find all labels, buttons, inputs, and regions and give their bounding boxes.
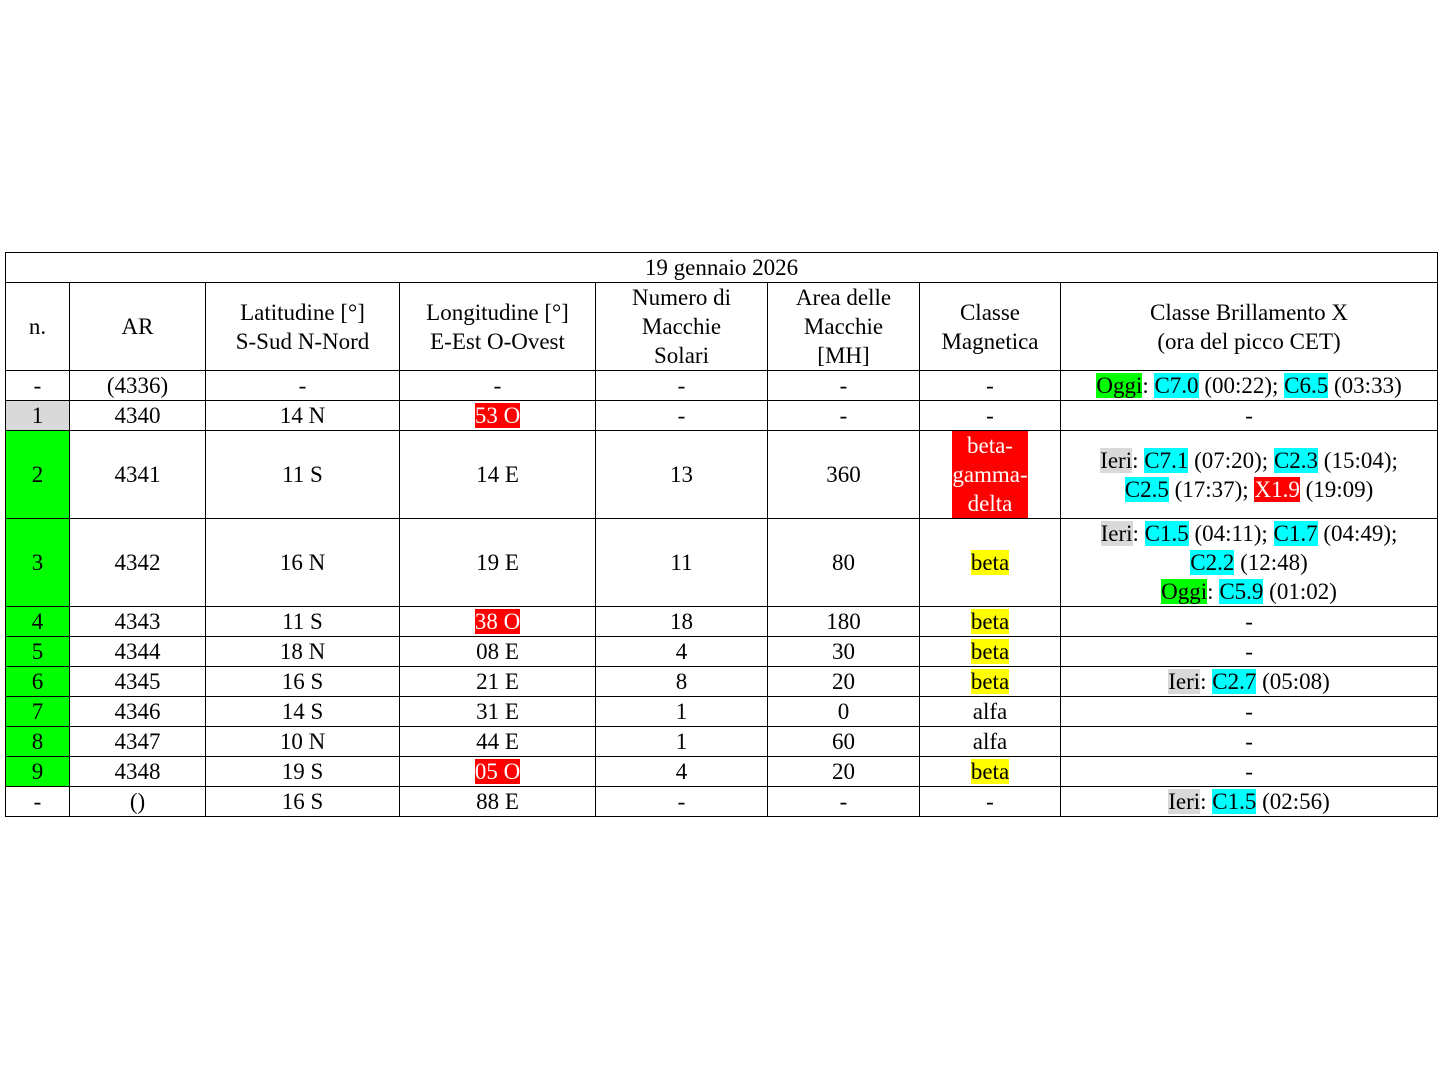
table-row bbox=[6, 401, 1438, 431]
header-sunspot-count-line2: Macchie bbox=[641, 314, 722, 339]
flare-time: (19:09) bbox=[1305, 476, 1374, 502]
cell-longitude: 44 E bbox=[400, 727, 596, 757]
longitude-value: 53 O bbox=[474, 403, 521, 428]
flare-class: C2.7 bbox=[1212, 669, 1257, 694]
table-row bbox=[6, 371, 1438, 401]
cell-longitude: 19 E bbox=[400, 519, 596, 607]
cell-longitude: 21 E bbox=[400, 667, 596, 697]
cell-ar: 4346 bbox=[70, 697, 206, 727]
flare-time: (12:48) bbox=[1240, 550, 1308, 575]
cell-flares: Ieri: C1.5 (04:11); C1.7 (04:49); C2.2 (12:48) Oggi: C5.9 (01:02) bbox=[1061, 519, 1438, 607]
cell-flares: Ieri: C2.7 (05:08) bbox=[1061, 667, 1438, 697]
cell-sunspot-count: - bbox=[596, 371, 768, 401]
cell-n: 5 bbox=[6, 637, 70, 667]
cell-sunspot-count: 4 bbox=[596, 637, 768, 667]
cell-sunspot-count: 11 bbox=[596, 519, 768, 607]
cell-n: 4 bbox=[6, 607, 70, 637]
cell-sunspot-area: 30 bbox=[768, 637, 920, 667]
longitude-value: 05 O bbox=[474, 759, 521, 784]
report-title: 19 gennaio 2026 bbox=[6, 253, 1438, 283]
cell-n: 3 bbox=[6, 519, 70, 607]
cell-sunspot-count: - bbox=[596, 401, 768, 431]
title-row bbox=[6, 253, 1438, 283]
flare-class: C6.5 bbox=[1284, 373, 1329, 398]
cell-latitude: 11 S bbox=[206, 431, 400, 519]
table-row bbox=[6, 637, 1438, 667]
cell-n: 1 bbox=[6, 401, 70, 431]
cell-sunspot-area: - bbox=[768, 787, 920, 817]
header-latitude-line1: Latitudine [°] bbox=[240, 299, 365, 325]
ieri-label: Ieri bbox=[1100, 521, 1133, 546]
table-row bbox=[6, 607, 1438, 637]
cell-magnetic-class bbox=[920, 667, 1061, 697]
magnetic-class-value: beta bbox=[970, 759, 1010, 784]
cell-magnetic-class: - bbox=[920, 371, 1061, 401]
cell-n: 2 bbox=[6, 431, 70, 519]
cell-sunspot-count: 13 bbox=[596, 431, 768, 519]
cell-magnetic-class: - bbox=[920, 787, 1061, 817]
flare-time: (04:11); bbox=[1194, 521, 1268, 546]
header-longitude-line1: Longitudine [°] bbox=[426, 299, 569, 325]
cell-n: 6 bbox=[6, 667, 70, 697]
cell-magnetic-class: alfa bbox=[920, 697, 1061, 727]
header-sunspot-count bbox=[596, 283, 768, 371]
cell-flares: - bbox=[1061, 727, 1438, 757]
flare-class: C1.5 bbox=[1144, 521, 1189, 546]
flare-class: C2.2 bbox=[1190, 550, 1235, 575]
cell-sunspot-area: 20 bbox=[768, 757, 920, 787]
cell-ar: 4344 bbox=[70, 637, 206, 667]
cell-ar: 4348 bbox=[70, 757, 206, 787]
cell-ar: 4341 bbox=[70, 431, 206, 519]
header-longitude bbox=[400, 283, 596, 371]
cell-flares: - bbox=[1061, 607, 1438, 637]
cell-sunspot-count: 8 bbox=[596, 667, 768, 697]
cell-ar: (4336) bbox=[70, 371, 206, 401]
oggi-label: Oggi bbox=[1161, 579, 1208, 604]
flare-time: (07:20); bbox=[1194, 447, 1269, 473]
cell-magnetic-class: - bbox=[920, 401, 1061, 431]
cell-sunspot-area: 0 bbox=[768, 697, 920, 727]
flare-time: (17:37); bbox=[1174, 476, 1249, 502]
header-longitude-line2: E-Est O-Ovest bbox=[430, 328, 565, 354]
cell-sunspot-area: 180 bbox=[768, 607, 920, 637]
header-sunspot-area-line2: Macchie bbox=[803, 314, 884, 339]
cell-n: - bbox=[6, 787, 70, 817]
flare-class: C5.9 bbox=[1219, 579, 1264, 604]
header-magnetic-class-line1: Classe bbox=[959, 299, 1021, 325]
header-row bbox=[6, 283, 1438, 371]
header-n: n. bbox=[6, 283, 70, 371]
cell-sunspot-count: 4 bbox=[596, 757, 768, 787]
flare-class: C2.5 bbox=[1124, 476, 1169, 502]
flare-class: C1.5 bbox=[1212, 789, 1257, 814]
cell-flares: - bbox=[1061, 401, 1438, 431]
flare-time: (04:49); bbox=[1323, 521, 1398, 546]
cell-magnetic-class bbox=[920, 637, 1061, 667]
magnetic-class-value: beta bbox=[970, 609, 1010, 634]
cell-sunspot-area: - bbox=[768, 371, 920, 401]
table-row bbox=[6, 431, 1438, 519]
table-row bbox=[6, 757, 1438, 787]
cell-magnetic-class: alfa bbox=[920, 727, 1061, 757]
magnetic-class-value: beta bbox=[970, 639, 1010, 664]
flare-time: (00:22); bbox=[1204, 373, 1279, 398]
header-latitude-line2: S-Sud N-Nord bbox=[235, 328, 370, 354]
flare-time: (02:56) bbox=[1262, 789, 1330, 814]
cell-sunspot-area: 60 bbox=[768, 727, 920, 757]
longitude-value: 38 O bbox=[474, 609, 521, 634]
cell-latitude: 16 S bbox=[206, 667, 400, 697]
header-sunspot-area bbox=[768, 283, 920, 371]
cell-flares: - bbox=[1061, 637, 1438, 667]
magnetic-class-line: delta bbox=[952, 489, 1027, 518]
header-sunspot-count-line1: Numero di bbox=[631, 285, 731, 310]
magnetic-class-line: beta- bbox=[952, 431, 1027, 460]
cell-longitude bbox=[400, 757, 596, 787]
magnetic-class-value: beta bbox=[970, 550, 1010, 575]
cell-flares: Ieri: C1.5 (02:56) bbox=[1061, 787, 1438, 817]
cell-longitude: - bbox=[400, 371, 596, 401]
cell-n: 9 bbox=[6, 757, 70, 787]
cell-longitude: 31 E bbox=[400, 697, 596, 727]
cell-sunspot-count: 1 bbox=[596, 697, 768, 727]
cell-longitude bbox=[400, 607, 596, 637]
flare-class: C2.3 bbox=[1273, 447, 1319, 473]
flare-class: C7.0 bbox=[1154, 373, 1199, 398]
cell-latitude: 11 S bbox=[206, 607, 400, 637]
cell-ar: () bbox=[70, 787, 206, 817]
oggi-label: Oggi bbox=[1096, 373, 1143, 398]
flare-class: X1.9 bbox=[1254, 476, 1300, 502]
table-row bbox=[6, 519, 1438, 607]
cell-longitude bbox=[400, 401, 596, 431]
header-flare-class bbox=[1061, 283, 1438, 371]
cell-longitude: 14 E bbox=[400, 431, 596, 519]
cell-n: 8 bbox=[6, 727, 70, 757]
table-row bbox=[6, 667, 1438, 697]
cell-latitude: 14 N bbox=[206, 401, 400, 431]
table-row bbox=[6, 697, 1438, 727]
cell-flares: - bbox=[1061, 697, 1438, 727]
cell-longitude: 88 E bbox=[400, 787, 596, 817]
header-sunspot-count-line3: Solari bbox=[654, 343, 709, 368]
cell-ar: 4342 bbox=[70, 519, 206, 607]
header-magnetic-class bbox=[920, 283, 1061, 371]
cell-sunspot-area: 360 bbox=[768, 431, 920, 519]
cell-latitude: 18 N bbox=[206, 637, 400, 667]
magnetic-class-line: gamma- bbox=[952, 462, 1028, 487]
header-sunspot-area-line1: Area delle bbox=[795, 285, 892, 310]
cell-latitude: 16 N bbox=[206, 519, 400, 607]
ieri-label: Ieri bbox=[1168, 789, 1201, 814]
cell-latitude: - bbox=[206, 371, 400, 401]
cell-latitude: 10 N bbox=[206, 727, 400, 757]
cell-sunspot-count: 1 bbox=[596, 727, 768, 757]
flare-class: C1.7 bbox=[1273, 521, 1318, 546]
cell-sunspot-area: 20 bbox=[768, 667, 920, 697]
flare-class: C7.1 bbox=[1144, 447, 1189, 473]
cell-n: 7 bbox=[6, 697, 70, 727]
header-ar: AR bbox=[70, 283, 206, 371]
header-sunspot-area-line3: [MH] bbox=[817, 343, 870, 368]
header-flare-class-line1: Classe Brillamento X bbox=[1150, 299, 1349, 325]
cell-latitude: 19 S bbox=[206, 757, 400, 787]
cell-ar: 4347 bbox=[70, 727, 206, 757]
flare-time: (03:33) bbox=[1334, 373, 1402, 398]
table-row bbox=[6, 727, 1438, 757]
cell-magnetic-class bbox=[920, 607, 1061, 637]
header-latitude bbox=[206, 283, 400, 371]
cell-latitude: 16 S bbox=[206, 787, 400, 817]
cell-flares: Oggi: C7.0 (00:22); C6.5 (03:33) bbox=[1061, 371, 1438, 401]
cell-ar: 4343 bbox=[70, 607, 206, 637]
magnetic-class-value: beta bbox=[970, 669, 1010, 694]
cell-sunspot-count: - bbox=[596, 787, 768, 817]
cell-magnetic-class bbox=[920, 757, 1061, 787]
flare-time: (05:08) bbox=[1262, 669, 1330, 694]
cell-ar: 4345 bbox=[70, 667, 206, 697]
cell-ar: 4340 bbox=[70, 401, 206, 431]
magnetic-class-value bbox=[952, 431, 1027, 518]
cell-longitude: 08 E bbox=[400, 637, 596, 667]
header-magnetic-class-line2: Magnetica bbox=[941, 328, 1039, 354]
cell-magnetic-class bbox=[920, 519, 1061, 607]
cell-sunspot-area: 80 bbox=[768, 519, 920, 607]
flare-time: (15:04); bbox=[1323, 447, 1398, 473]
header-flare-class-line2: (ora del picco CET) bbox=[1157, 328, 1341, 354]
cell-sunspot-area: - bbox=[768, 401, 920, 431]
cell-flares: - bbox=[1061, 757, 1438, 787]
ieri-label: Ieri bbox=[1168, 669, 1201, 694]
cell-sunspot-count: 18 bbox=[596, 607, 768, 637]
cell-n: - bbox=[6, 371, 70, 401]
table-row bbox=[6, 787, 1438, 817]
cell-magnetic-class bbox=[920, 431, 1061, 519]
sunspot-report-table bbox=[5, 252, 1438, 817]
flare-time: (01:02) bbox=[1269, 579, 1337, 604]
ieri-label: Ieri bbox=[1100, 447, 1133, 473]
cell-flares: Ieri: C7.1 (07:20); C2.3 (15:04); C2.5 (17:37); X1.9 (19:09) bbox=[1061, 431, 1438, 519]
cell-latitude: 14 S bbox=[206, 697, 400, 727]
